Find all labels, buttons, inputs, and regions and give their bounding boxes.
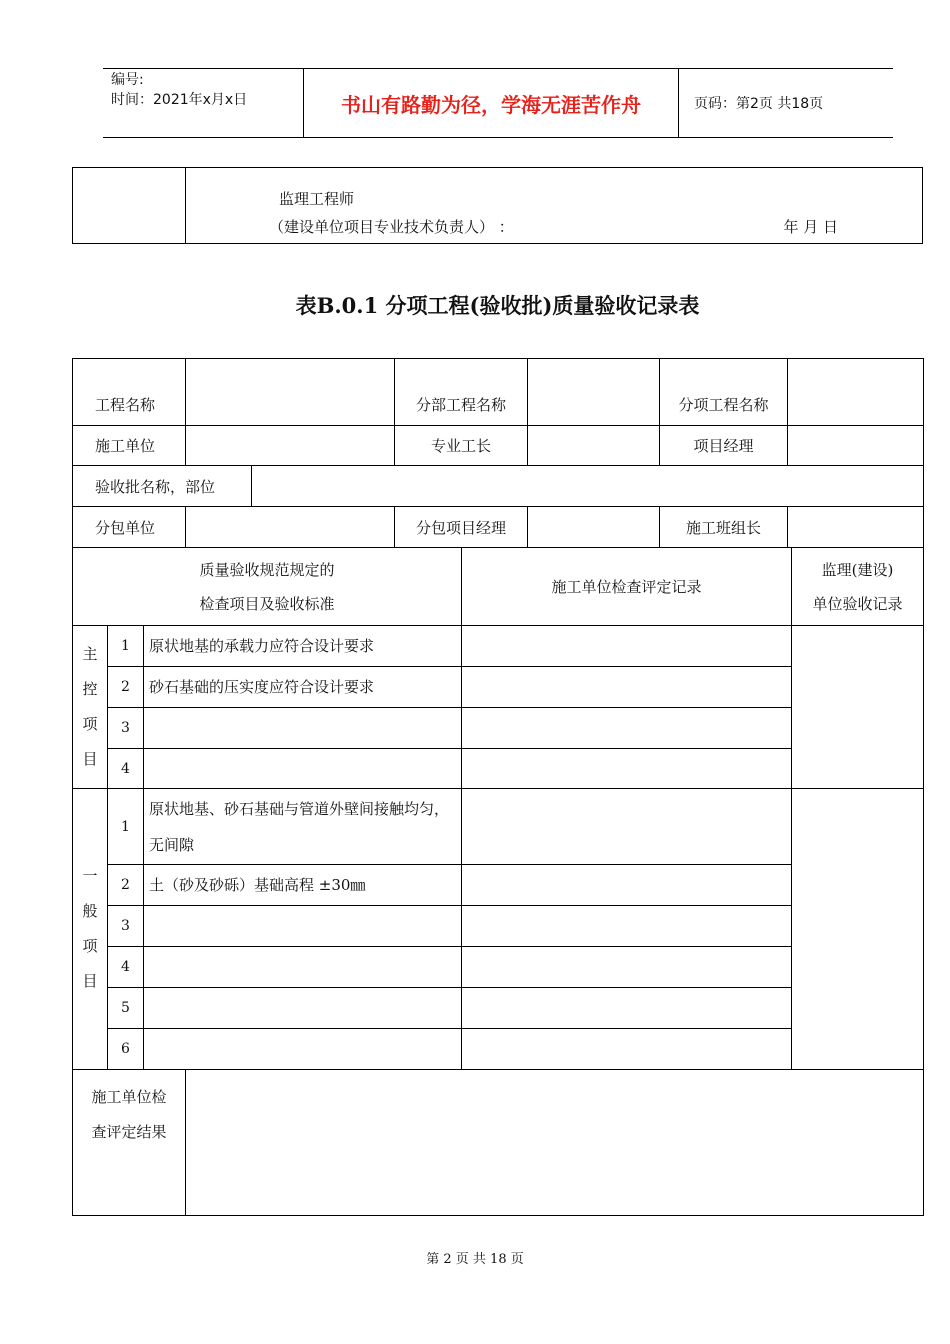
form-title: 表B.0.1 分项工程(验收批)质量验收记录表 [295,293,700,318]
page-footer: 第 2 页 共 18 页 [426,1252,524,1267]
main-item-text: 砂石基础的压实度应符合设计要求 [144,667,462,708]
general-item-no: 3 [108,906,144,947]
main-item-text [144,749,462,789]
sign-date: 年 月 日 [783,218,838,236]
time-text: 时间：2021年x月x日 [111,92,248,108]
page-indicator [686,69,893,137]
team-leader-label: 施工班组长 [660,507,788,548]
header-meta [103,69,303,138]
main-item-no: 1 [108,626,144,667]
main-control-char: 控 [82,680,98,698]
supervisor-header-line1: 监理(建设) [821,560,894,579]
general-item-text: 原状地基、砂石基础与管道外壁间接触均匀，无间隙 [144,789,462,865]
supervisor-header-line2: 单位验收记录 [812,594,903,613]
sub-project-name-value[interactable] [528,359,660,426]
standard-header-line2: 检查项目及验收标准 [199,594,335,613]
main-item-record[interactable] [462,708,792,749]
item-project-name-value[interactable] [788,359,924,426]
signature-table [72,167,923,244]
project-manager-value[interactable] [788,426,924,466]
inspection-form [72,358,924,1216]
result-label [73,1070,186,1216]
general-item-no: 4 [108,947,144,988]
sub-manager-value[interactable] [528,507,660,548]
supervisor-record-header [792,548,924,626]
main-item-record[interactable] [462,626,792,667]
signature-cell [186,168,923,244]
main-control-label [73,626,108,789]
project-name-label: 工程名称 [73,359,186,426]
general-item-no: 5 [108,988,144,1029]
general-char: 项 [82,937,98,955]
general-label [73,789,108,1070]
batch-name-label: 验收批名称，部位 [73,466,252,507]
main-control-char: 项 [82,715,98,733]
foreman-label: 专业工长 [395,426,528,466]
general-item-text [144,1029,462,1070]
main-control-char: 主 [82,645,98,663]
batch-name-value[interactable] [252,466,924,507]
sub-project-name-label: 分部工程名称 [395,359,528,426]
general-item-text [144,947,462,988]
general-supervisor-record[interactable] [792,789,924,1070]
contractor-value[interactable] [186,426,395,466]
contractor-label: 施工单位 [73,426,186,466]
project-manager-label: 项目经理 [660,426,788,466]
document-header [103,68,893,138]
general-item-record[interactable] [462,947,792,988]
contractor-record-header: 施工单位检查评定记录 [462,548,792,626]
general-item-record[interactable] [462,906,792,947]
main-control-char: 目 [82,750,98,768]
tech-lead-label: （建设单位项目专业技术负责人） ： [269,218,514,236]
general-item-no: 2 [108,865,144,906]
item-project-name-label: 分项工程名称 [660,359,788,426]
general-item-text: 土（砂及砂砾）基础高程 ±30㎜ [144,865,462,906]
project-name-value[interactable] [186,359,395,426]
code-label: 编号: [111,72,144,88]
motto-text: 书山有路勤为径，学海无涯苦作舟 [303,69,679,137]
general-item-no: 1 [108,789,144,865]
subcontractor-label: 分包单位 [73,507,186,548]
signature-blank-cell [73,168,186,244]
main-item-no: 2 [108,667,144,708]
general-item-record[interactable] [462,988,792,1029]
standard-header-line1: 质量验收规范规定的 [199,560,335,579]
team-leader-value[interactable] [788,507,924,548]
subcontractor-value[interactable] [186,507,395,548]
general-item-text [144,988,462,1029]
general-item-no: 6 [108,1029,144,1070]
result-value[interactable] [186,1070,924,1216]
standard-header [73,548,462,626]
supervisor-label: 监理工程师 [279,190,355,208]
measurement-grid[interactable] [462,865,792,906]
general-char: 一 [82,867,98,885]
main-item-no: 3 [108,708,144,749]
page-text: 页码：第2页 共18页 [694,96,824,112]
general-char: 目 [82,972,98,990]
result-label-line2: 查评定结果 [91,1123,167,1141]
main-item-record[interactable] [462,667,792,708]
general-item-record[interactable] [462,1029,792,1070]
main-control-supervisor-record[interactable] [792,626,924,789]
sub-manager-label: 分包项目经理 [395,507,528,548]
main-item-no: 4 [108,749,144,789]
general-item-record[interactable] [462,789,792,865]
foreman-value[interactable] [528,426,660,466]
main-item-text [144,708,462,749]
main-item-text: 原状地基的承载力应符合设计要求 [144,626,462,667]
general-item-text [144,906,462,947]
result-label-line1: 施工单位检 [91,1088,167,1106]
main-item-record[interactable] [462,749,792,789]
general-char: 般 [82,902,98,920]
